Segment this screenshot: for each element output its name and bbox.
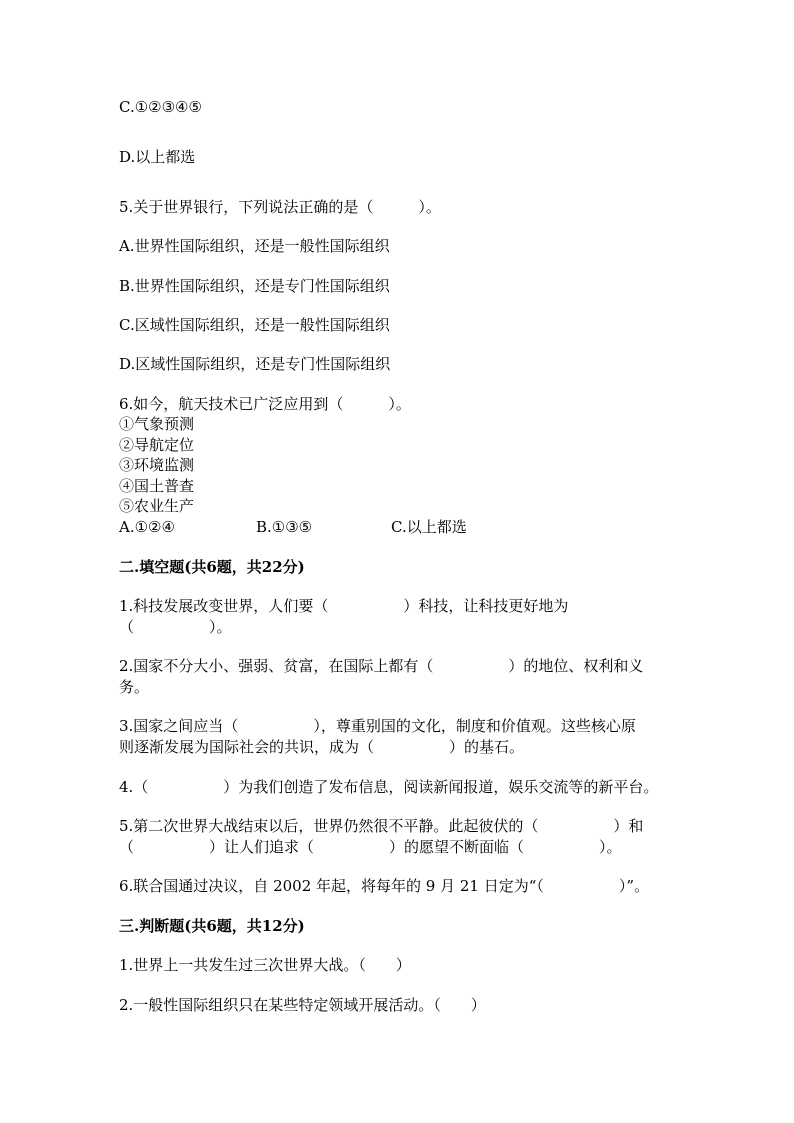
- fill-q6-line1: 6.联合国通过决议，自 2002 年起，将每年的 9 月 21 日定为“（ ）”。: [119, 877, 650, 895]
- fill-q5-line1: 5.第二次世界大战结束以后，世界仍然很不平静。此起彼伏的（ ）和: [119, 817, 644, 835]
- fill-q4-line1: 4.（ ）为我们创造了发布信息，阅读新闻报道，娱乐交流等的新平台。: [119, 778, 659, 796]
- section3-heading: 三.判断题(共6题，共12分): [119, 917, 305, 935]
- q6-option-c: C.以上都选: [391, 518, 467, 536]
- fill-q3-line1: 3.国家之间应当（ ），尊重别国的文化，制度和价值观。这些核心原: [119, 717, 636, 735]
- q5-option-b: B.世界性国际组织，还是专门性国际组织: [119, 277, 390, 295]
- q6-stem: 6.如今，航天技术已广泛应用到（ ）。: [119, 395, 411, 413]
- q6-item-4: ④国土普查: [119, 477, 195, 495]
- q6-item-5: ⑤农业生产: [119, 497, 195, 515]
- judge-q2: 2.一般性国际组织只在某些特定领域开展活动。（ ）: [119, 996, 486, 1014]
- q5-stem: 5.关于世界银行，下列说法正确的是（ ）。: [119, 198, 441, 216]
- fill-q1-line1: 1.科技发展改变世界，人们要（ ）科技，让科技更好地为: [119, 597, 569, 615]
- q6-item-1: ①气象预测: [119, 415, 195, 433]
- q5-option-d: D.区域性国际组织，还是专门性国际组织: [119, 355, 391, 373]
- judge-q1: 1.世界上一共发生过三次世界大战。（ ）: [119, 956, 411, 974]
- q6-item-2: ②导航定位: [119, 436, 195, 454]
- q6-options-row: [119, 517, 679, 537]
- fill-q3-line2: 则逐渐发展为国际社会的共识，成为（ ）的基石。: [119, 738, 525, 756]
- q6-option-a: A.①②④: [119, 518, 175, 536]
- q5-option-c: C.区域性国际组织，还是一般性国际组织: [119, 316, 390, 334]
- q6-option-b: B.①③⑤: [256, 518, 313, 536]
- q5-option-a: A.世界性国际组织，还是一般性国际组织: [119, 237, 390, 255]
- q4-option-c: C.①②③④⑤: [119, 98, 202, 116]
- fill-q2-line1: 2.国家不分大小、强弱、贫富，在国际上都有（ ）的地位、权利和义: [119, 657, 644, 675]
- q4-option-d: D.以上都选: [119, 148, 196, 166]
- fill-q2-line2: 务。: [119, 678, 150, 696]
- fill-q1-line2: （ ）。: [119, 618, 232, 636]
- section2-heading: 二.填空题(共6题，共22分): [119, 558, 305, 576]
- q6-item-3: ③环境监测: [119, 456, 195, 474]
- fill-q5-line2: （ ）让人们追求（ ）的愿望不断面临（ ）。: [119, 838, 622, 856]
